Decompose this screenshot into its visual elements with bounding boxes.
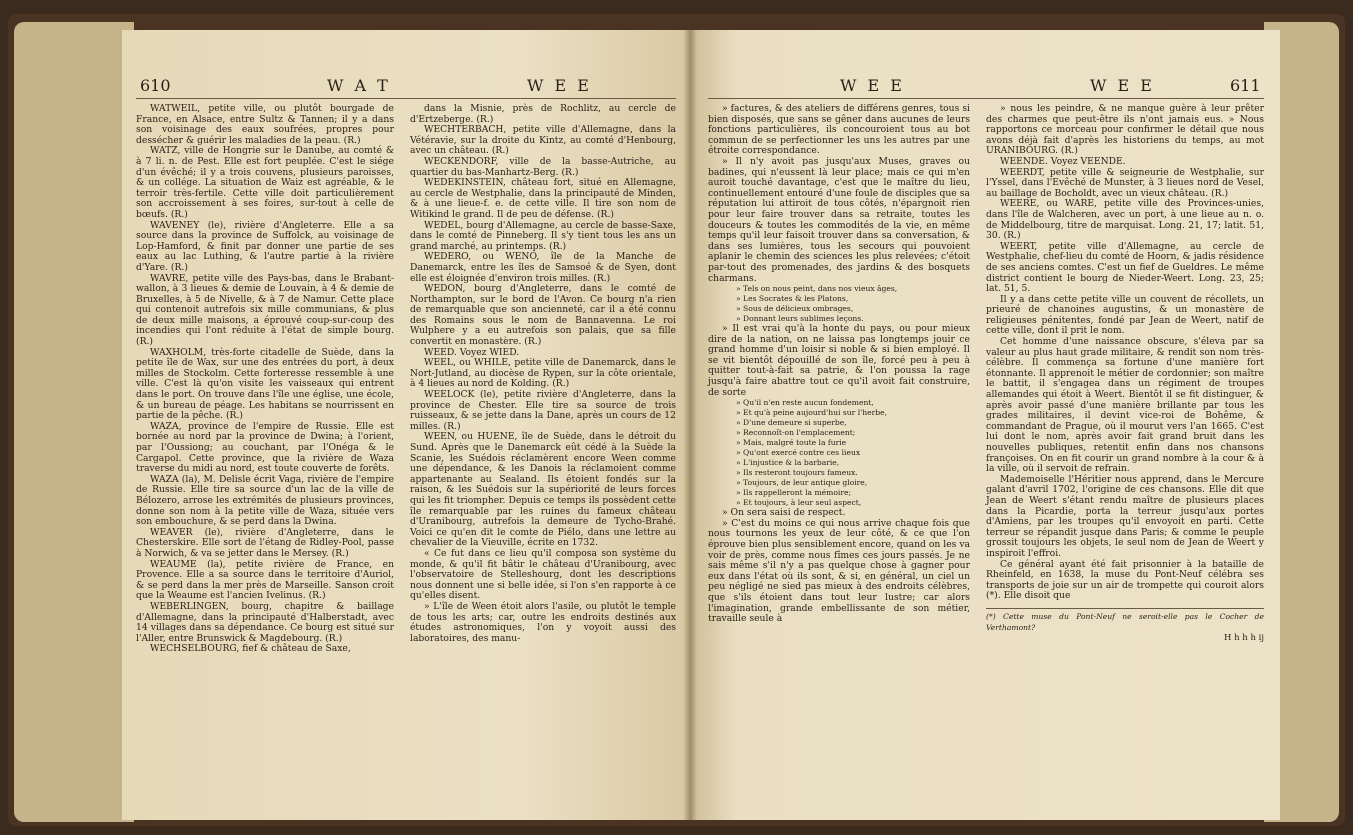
paragraph: WEAUME (la), petite rivière de France, en Provence. Elle a sa source dans le territoire d'Auriol, & se perd dans la mer près de Marseille. Sanson croit que la Weaume est l'ancien Ivelinus. (R.) xyxy=(136,558,394,602)
paragraph: » Ils resteront toujours fameux. xyxy=(736,468,858,478)
paragraph: WEDEL, bourg d'Allemagne, au cercle de basse-Saxe, dans le comté de Pinneberg. Il s'y tient tous les ans un grand marché, au printemps. (R.) xyxy=(410,219,676,252)
text-column-right-2 xyxy=(986,104,1264,644)
paragraph: WAVENEY (le), rivière d'Angleterre. Elle a sa source dans la province de Suffolck, au voisinage de Lop-Hamford, & finit par donner une partie de ses eaux au lac Luthing, & l'autre partie à la rivière d'Yare. (R.) xyxy=(136,219,394,273)
paragraph: » nous les peindre, & ne manque guère à leur prêter des charmes que peut-être ils n'ont jamais eus. » Nous rapportons ce morceau pour confirmer le détail que nous avons déjà fait d'après les historiens du temps, au mot URANIBOURG. (R.) xyxy=(986,103,1264,157)
paragraph: » Il n'y avoit pas jusqu'aux Muses, graves ou badines, qui n'eussent là leur place; mais ce qui m'en auroit touché davantage, c'est que le maître du lieu, continuellement entouré d'une foule de disciples que sa réputation lui attiroit de tous côtés, n'épargnoit rien pour leur faire trouver dans sa retraite, toutes les douceurs & toutes les commodités de la vie, en même temps qu'il leur faisoit trouver dans sa conversation, & dans ses lumières, tous les secours qui pouvoient aplanir le chemin des sciences les plus relevées; c'étoit par-tout des promenades, des jardins & des bosquets charmans. xyxy=(708,155,970,284)
paragraph: WAZA, province de l'empire de Russie. Elle est bornée au nord par la province de Dwina; à l'orient, par l'Oussiong; au couchant, par l'Onéga & le Cargapol. Cette province, que la rivière de Waza traverse du midi au nord, est toute couverte de forêts. xyxy=(136,420,394,475)
paragraph: WEERT, petite ville d'Allemagne, au cercle de Westphalie, chef-lieu du comté de Hoorn, & jadis résidence de ses anciens comtes. C'est un fief de Gueldres. Le même district contient le bourg de Nieder-Weert. Long. 23, 25; lat. 51, 5. xyxy=(986,240,1264,295)
paragraph: WEDERO, ou WENO, île de la Manche de Danemarck, entre les îles de Samsoé & de Syen, dont elle est éloignée d'environ trois milles. (R.) xyxy=(410,251,676,284)
paragraph: » Et toujours, à leur seul aspect, xyxy=(736,498,862,508)
header-rule xyxy=(708,98,1264,99)
paragraph: WATZ, ville de Hongrie sur le Danube, au comté & à 7 li. n. de Pest. Elle est fort peuplée. C'est le siége d'un évêché; il y a trois couvens, plusieurs paroisses, & un collége. La situation de Waiz est agréable, & le terroir très-fertile. Cette ville doit particulièrement son accroissement à ses foires, sur-tout à celle de bœufs. (R.) xyxy=(136,145,394,220)
paragraph: » Et qu'à peine aujourd'hui sur l'herbe, xyxy=(736,408,887,418)
paragraph: » L'injustice & la barbarie, xyxy=(736,458,840,468)
book-gutter xyxy=(683,30,697,820)
paragraph: » Qu'ont exercé contre ces lieux xyxy=(736,448,861,458)
left-page xyxy=(122,30,690,820)
text-column-left-1 xyxy=(136,104,394,655)
paragraph: » factures, & des ateliers de différens genres, tous si bien disposés, que sans se gêner dans aucunes de leurs fonctions particulières, ils concouroient tous au bot commun de se perfectionner les uns les autres par une étroite correspondance. xyxy=(708,103,970,157)
paragraph: WEAVER (le), rivière d'Angleterre, dans le Chesterskire. Elle sort de l'étang de Ridley-Pool, passe à Norwich, & va se jetter dans le Mersey. (R.) xyxy=(136,526,394,559)
running-head-right-2: W E E xyxy=(1090,76,1155,95)
text-column-left-2 xyxy=(410,104,676,644)
paragraph: Ce général ayant été fait prisonnier à la bataille de Rheinfeld, en 1638, la muse du Pont-Neuf célébra ses transports de joie sur un air de trompette qui couroit alors (*). Elle disoit que xyxy=(986,558,1264,602)
paragraph: Il y a dans cette petite ville un couvent de récollets, un prieuré de chanoines augustins, & un monastère de religieuses pénitentes, fondé par Jean de Weert, natif de cette ville, dont il prit le nom. xyxy=(986,293,1264,337)
page-number-left: 610 xyxy=(140,76,171,95)
paragraph: » Donnant leurs sublimes leçons. xyxy=(736,314,864,324)
paragraph: » Sous de délicieux ombrages, xyxy=(736,304,854,314)
signature-mark: H h h h ij xyxy=(1224,633,1264,644)
paragraph: WAXHOLM, très-forte citadelle de Suède, dans la petite île de Wax, sur une des entrées du port, à deux milles de Stockolm. Cette forteresse ressemble à une ville. C'est là qu'on visite les vaisseaux qui entrent dans le port. On trouve dans l'île une église, une école, & un bureau de péage. Les habitans se nourrissent en partie de la pêche. (R.) xyxy=(136,346,394,422)
paragraph: » L'île de Ween étoit alors l'asile, ou plutôt le temple de tous les arts; car, outre les endroits destinés aux études astronomiques, l'on y voyoit aussi des laboratoires, des manu- xyxy=(410,600,676,644)
header-rule xyxy=(136,98,676,99)
running-head-left: W A T xyxy=(327,76,391,95)
paragraph: » Tels on nous peint, dans nos vieux âges, xyxy=(736,284,898,294)
paragraph: WATWEIL, petite ville, ou plutôt bourgade de France, en Alsace, entre Sultz & Tannen; il y a dans son voisinage des eaux soufrées, propres pour dessécher & guérir les maladies de la peau. (R.) xyxy=(136,103,394,146)
paragraph: » Ils rappelleront la mémoire; xyxy=(736,488,852,498)
paragraph: WEERE, ou WARE, petite ville des Provinces-unies, dans l'île de Walcheren, avec un port, à une lieue au n. o. de Middelbourg, titre de marquisat. Long. 21, 17; latit. 51, 30. (R.) xyxy=(986,198,1264,242)
paragraph: » Mais, malgré toute la furie xyxy=(736,438,847,448)
paragraph: WEEL, ou WHILE, petite ville de Danemarck, dans le Nort-Jutland, au diocèse de Rypen, sur la côte orientale, à 4 lieues au nord de Kolding. (R.) xyxy=(410,357,676,390)
paragraph: WEELOCK (le), petite rivière d'Angleterre, dans la province de Chester. Elle tire sa source de trois ruisseaux, & se jette dans la Dane, après un cours de 12 milles. (R.) xyxy=(410,389,676,432)
paragraph: » Les Socrates & les Platons, xyxy=(736,294,849,304)
paragraph: » On sera saisi de respect. xyxy=(722,507,846,519)
running-head-right: W E E xyxy=(840,76,905,95)
footnote: (*) Cette muse du Pont-Neuf ne seroit-elle pas le Cocher de Verthamont? xyxy=(986,608,1264,633)
paragraph: » C'est du moins ce qui nous arrive chaque fois que nous tournons les yeux de leur côté, & ce que l'on éprouve bien plus sensiblement encore, quand on les va voir de près, comme nous fîmes ces jours passés. Je ne sais même s'il n'y a pas quelque chose à gagner pour eux dans l'état où ils sont, & si, en général, un ciel un peu négligé ne sied pas mieux à des endroits célèbres, que s'ils étoient dans tout leur lustre; car alors l'imagination, grande embellissante de son métier, travaille seule à xyxy=(708,517,970,625)
paragraph: WEENDE. Voyez VEENDE. xyxy=(1000,155,1126,167)
paragraph: » Reconnoît-on l'emplacement; xyxy=(736,428,856,438)
paragraph: WEDEKINSTEIN, château fort, situé en Allemagne, au cercle de Westphalie, dans la principauté de Minden, & à une lieue-f. e. de cette ville. Il tire son nom de Witikind le grand. Il de peu de défense. (R.) xyxy=(410,177,676,220)
paragraph: WEDON, bourg d'Angleterre, dans le comté de Northampton, sur le bord de l'Avon. Ce bourg n'a rien de remarquable que son ancienneté, car il a été connu des Romains sous le nom de Bannavenna. Le roi Wulphere y a eu autrefois son palais, que sa fille convertit en monastère. (R.) xyxy=(410,283,676,348)
paragraph: WECKENDORF, ville de la basse-Autriche, au quartier du bas-Manhartz-Berg. (R.) xyxy=(410,155,676,178)
page-edges-left xyxy=(14,22,134,822)
paragraph: WEERDT, petite ville & seigneurie de Westphalie, sur l'Yssel, dans l'Evêché de Munster, à 3 lieues nord de Vesel, au baillage de Bocholdt, avec un vieux château. (R.) xyxy=(986,166,1264,199)
paragraph: WAVRE, petite ville des Pays-bas, dans le Brabant-wallon, à 3 lieues & demie de Louvain, à 4 & demie de Bruxelles, à 5 de Nivelle, & à 7 de Namur. Cette place qui contenoit autrefois six mille communians, & plus de deux mille maisons, a éprouvé coup-sur-coup des incendies qui l'ont réduite à l'état de simple bourg. (R.) xyxy=(136,272,394,348)
paragraph: WECHSELBOURG, fief & château de Saxe, xyxy=(150,643,351,655)
running-head-left-2: W E E xyxy=(527,76,592,95)
page-number-right: 611 xyxy=(1230,76,1261,95)
paragraph: » D'une demeure si superbe, xyxy=(736,418,847,428)
paragraph: Mademoiselle l'Héritier nous apprend, dans le Mercure galant d'avril 1702, l'origine de ces chansons. Elle dit que Jean de Weert s'étant rendu maître de plusieurs places dans la Picardie, porta la terreur jusqu'aux portes d'Amiens, par les troupes qu'il envoyoit en parti. Cette terreur se répandit jusque dans Paris; & comme le peuple grossit toujours les objets, le seul nom de Jean de Weert y inspiroit l'effroi. xyxy=(986,473,1264,559)
paragraph: » Il est vrai qu'à la honte du pays, ou pour mieux dire de la nation, on ne laissa pas longtemps jouir ce grand homme d'un loisir si noble & si bien employé. Il se vit bientôt dépouillé de son île, forcé peu à peu à quitter tout-à-fait sa patrie, & l'on poussa la rage jusqu'à faire abattre tout ce qu'il avoit fait construire, de sorte xyxy=(708,323,970,398)
paragraph: WECHTERBACH, petite ville d'Allemagne, dans la Vétéravie, sur la droite du Kintz, au comté d'Henbourg, avec un château. (R.) xyxy=(410,124,676,157)
paragraph: WAZA (la), M. Delisle écrit Vaga, rivière de l'empire de Russie. Elle tire sa source d'un lac de la ville de Bélozero, arrose les extrémités de plusieurs provinces, donne son nom à la petite ville de Waza, située vers son embouchure, & se perd dans la Dwina. xyxy=(136,473,394,528)
paragraph: « Ce fut dans ce lieu qu'il composa son système du monde, & qu'il fit bâtir le château d'Uranibourg, avec l'observatoire de Stelleshourg, dont les descriptions nous donnent une si belle idée, si l'on s'en rapporte à ce qu'elles disent. xyxy=(410,547,676,602)
text-column-right-1 xyxy=(708,104,970,625)
paragraph: WEED. Voyez WIED. xyxy=(424,346,520,358)
paragraph: dans la Misnie, près de Rochlitz, au cercle de d'Ertzeberge. (R.) xyxy=(410,103,676,125)
paragraph: Cet homme d'une naissance obscure, s'éleva par sa valeur au plus haut grade militaire, & rendit son nom très-célèbre. Il commença sa fortune d'une manière fort étonnante. Il apprenoit le métier de cordonnier; son maître le battit, il s'engagea dans un régiment de troupes allemandes qui étoit à Weert. Bientôt il se fit distinguer, & après avoir passé d'une manière brillante par tous les grades militaires, il devint vice-roi de Bohême, & commandant de Prague, où il mourut vers l'an 1665. C'est lui dont le nom, après avoir fait grand bruit dans les nouvelles publiques, retentit enfin dans nos chansons françoises. On en fit courir un grand nombre à la cour & à la ville, où il servoit de refrain. xyxy=(986,336,1264,475)
right-page xyxy=(690,30,1280,820)
paragraph: WEEN, ou HUENE, île de Suède, dans le détroit du Sund. Après que le Danemarck eût cédé à la Suède la Scanie, les Suédois réclamèrent encore Ween comme une dépendance, & les Danois la réclamoient comme appartenante au Sealand. Ils étoient fondés sur la raison, & les Suédois sur la supériorité de leurs forces qui les fit triompher. Depuis ce temps ils possèdent cette île remarquable par les ruines du fameux château d'Uranibourg, autrefois la demeure de Tycho-Brahé. Voici ce qu'en dit le comte de Piélo, dans une lettre au chevalier de la Vieuville, écrite en 1732. xyxy=(410,431,676,549)
paragraph: WEBERLINGEN, bourg, chapitre & baillage d'Allemagne, dans la principauté d'Halberstadt, avec 14 villages dans sa dépendance. Ce bourg est situé sur l'Aller, entre Brunswick & Magdebourg. (R.) xyxy=(136,600,394,644)
paragraph: » Qu'il n'en reste aucun fondement, xyxy=(736,398,874,408)
paragraph: » Toujours, de leur antique gloire, xyxy=(736,478,868,488)
